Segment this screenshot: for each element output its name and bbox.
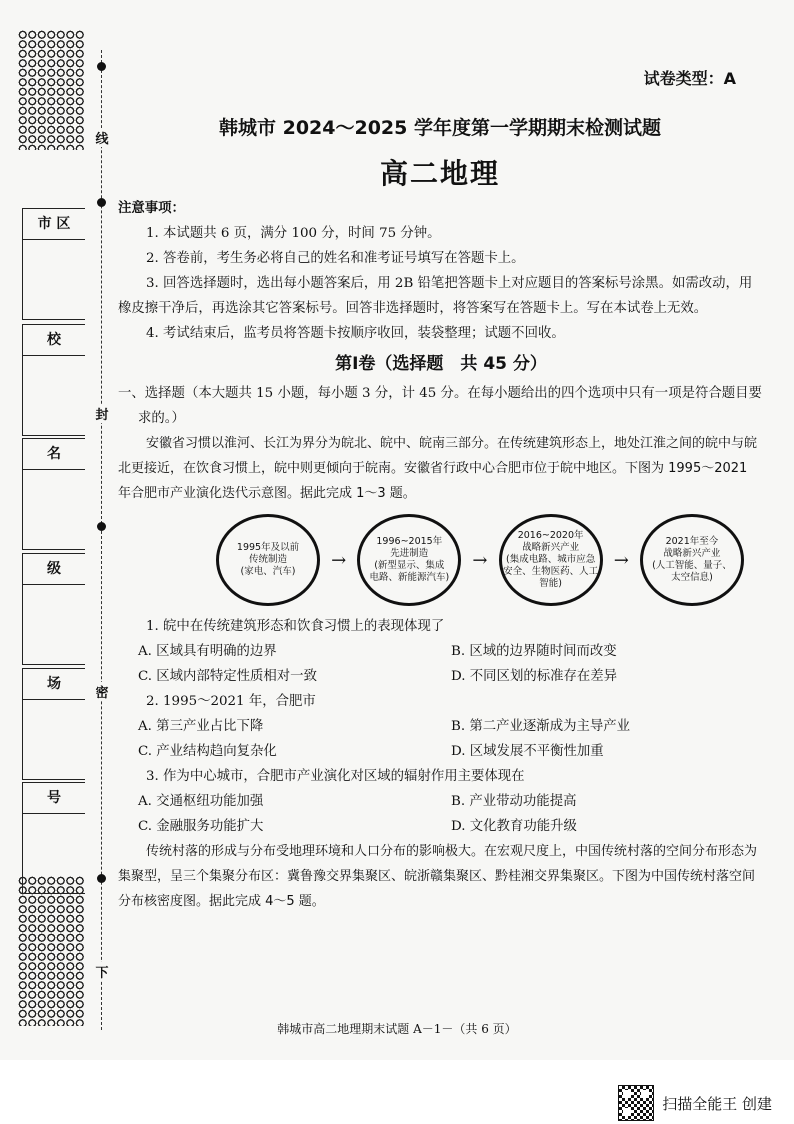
question-stem: 2. 1995～2021 年，合肥市 [146, 694, 316, 709]
notice-heading: 注意事项： [118, 201, 185, 216]
stage-period: 2016~2020年 [517, 530, 584, 541]
option[interactable]: D. 文化教育功能升级 [451, 819, 577, 834]
arrow-icon: → [613, 549, 629, 571]
exam-body [118, 196, 764, 914]
field-label: 号 [23, 783, 85, 814]
option[interactable]: A. 区域具有明确的边界 [138, 644, 277, 659]
stage-type: 战略新兴产业 [663, 548, 721, 559]
binding-mark: 线 [93, 128, 111, 147]
stage-period: 1996~2015年 [376, 536, 443, 547]
stage-circle [640, 514, 744, 606]
stage-type: 战略新兴产业 [522, 542, 580, 553]
stage-detail: (新型显示、集成 [374, 560, 445, 571]
field-city-district[interactable] [22, 208, 85, 320]
notice-item: 2. 答卷前，考生务必将自己的姓名和准考证号填写在答题卡上。 [146, 251, 525, 266]
field-label: 校 [23, 325, 85, 356]
stage-detail: 电路、新能源汽车) [369, 572, 450, 583]
scanner-label: 扫描全能王 创建 [662, 1094, 772, 1113]
binding-mark: 封 [93, 404, 111, 423]
stage-type: 先进制造 [390, 548, 429, 559]
stage-detail: 安全、生物医药、人工智能) [503, 566, 599, 589]
question-stem: 3. 作为中心城市，合肥市产业演化对区域的辐射作用主要体现在 [146, 769, 525, 784]
section-title: 第Ⅰ卷（选择题 共 45 分） [335, 354, 547, 374]
field-label: 场 [23, 669, 85, 700]
option[interactable]: D. 区域发展不平衡性加重 [451, 744, 604, 759]
paper-type: 试卷类型：A [643, 69, 736, 88]
option[interactable]: B. 产业带动功能提高 [451, 794, 577, 809]
qr-code-icon [618, 1085, 654, 1121]
option[interactable]: A. 交通枢纽功能加强 [138, 794, 264, 809]
binding-dot [97, 522, 106, 531]
field-label: 市 区 [23, 209, 85, 240]
stage-type: 传统制造 [248, 554, 287, 565]
field-name[interactable] [22, 438, 85, 550]
scanner-watermark [618, 1085, 772, 1121]
industry-evolution-diagram [118, 506, 764, 614]
binding-mark: 密 [93, 682, 111, 701]
field-exam-room[interactable] [22, 668, 85, 780]
option[interactable]: C. 产业结构趋向复杂化 [138, 744, 277, 759]
stage-detail: (人工智能、量子、 [652, 560, 732, 571]
binding-dot [97, 198, 106, 207]
stage-detail: 太空信息) [671, 572, 713, 583]
question-options [118, 789, 764, 839]
option[interactable]: C. 区域内部特定性质相对一致 [138, 669, 317, 684]
field-label: 名 [23, 439, 85, 470]
stage-circle [216, 514, 320, 606]
stage-circle [357, 514, 461, 606]
binding-dot [97, 874, 106, 883]
stage-detail: (家电、汽车) [240, 566, 296, 577]
option[interactable]: B. 区域的边界随时间而改变 [451, 644, 617, 659]
stage-detail: (集成电路、城市应急 [506, 554, 596, 565]
binding-line [101, 50, 102, 1030]
option[interactable]: C. 金融服务功能扩大 [138, 819, 264, 834]
passage-2: 传统村落的形成与分布受地理环境和人口分布的影响极大。在宏观尺度上，中国传统村落的空间分布形态为集聚型，呈三个集聚分布区：冀鲁豫交界集聚区、皖浙赣集聚区、黔桂湘交界集聚区。下图为中国传统村落空间分布核密度图。据此完成 4～5 题。 [118, 844, 758, 909]
stage-period: 2021年至今 [665, 536, 719, 547]
field-seat-number[interactable] [22, 782, 85, 894]
stage-period: 1995年及以前 [236, 542, 300, 553]
subject-title: 高二地理 [379, 157, 500, 190]
option[interactable]: B. 第二产业逐渐成为主导产业 [451, 719, 631, 734]
notice-item: 4. 考试结束后，监考员将答题卡按顺序收回，装袋整理；试题不回收。 [146, 326, 565, 341]
passage-1: 安徽省习惯以淮河、长江为界分为皖北、皖中、皖南三部分。在传统建筑形态上，地处江淮之间的皖中与皖北更接近，在饮食习惯上，皖中则更倾向于皖南。安徽省行政中心合肥市位于皖中地区。下图为 1995～2021 年合肥市产业演化迭代示意图。据此完成 1～3 题。 [118, 436, 758, 501]
notice-item: 1. 本试题共 6 页，满分 100 分，时间 75 分钟。 [146, 226, 441, 241]
page-footer: 韩城市高二地理期末试题 A－1－（共 6 页） [277, 1022, 517, 1036]
stage-circle [499, 514, 603, 606]
binding-mark: 下 [93, 962, 111, 981]
field-class[interactable] [22, 553, 85, 665]
field-school[interactable] [22, 324, 85, 436]
notice-item: 3. 回答选择题时，选出每小题答案后，用 2B 铅笔把答题卡上对应题目的答案标号涂黑。如需改动，用橡皮擦干净后，再选涂其它答案标号。回答非选择题时，将答案写在答题卡上。写在本试卷上无效。 [118, 276, 753, 316]
question-stem: 1. 皖中在传统建筑形态和饮食习惯上的表现体现了 [146, 619, 445, 634]
question-options [118, 639, 764, 689]
arrow-icon: → [331, 549, 347, 571]
question-options [118, 714, 764, 764]
option[interactable]: A. 第三产业占比下降 [138, 719, 264, 734]
exam-title: 韩城市 2024～2025 学年度第一学期期末检测试题 [219, 117, 661, 139]
binding-dots-top [18, 30, 84, 150]
binding-dots-bottom [18, 876, 84, 1026]
option[interactable]: D. 不同区划的标准存在差异 [451, 669, 618, 684]
arrow-icon: → [472, 549, 488, 571]
field-label: 级 [23, 554, 85, 585]
part-instruction: 一、选择题（本大题共 15 小题，每小题 3 分，计 45 分。在每小题给出的四个选项中只有一项是符合题目要求的。） [118, 386, 762, 426]
binding-dot [97, 62, 106, 71]
